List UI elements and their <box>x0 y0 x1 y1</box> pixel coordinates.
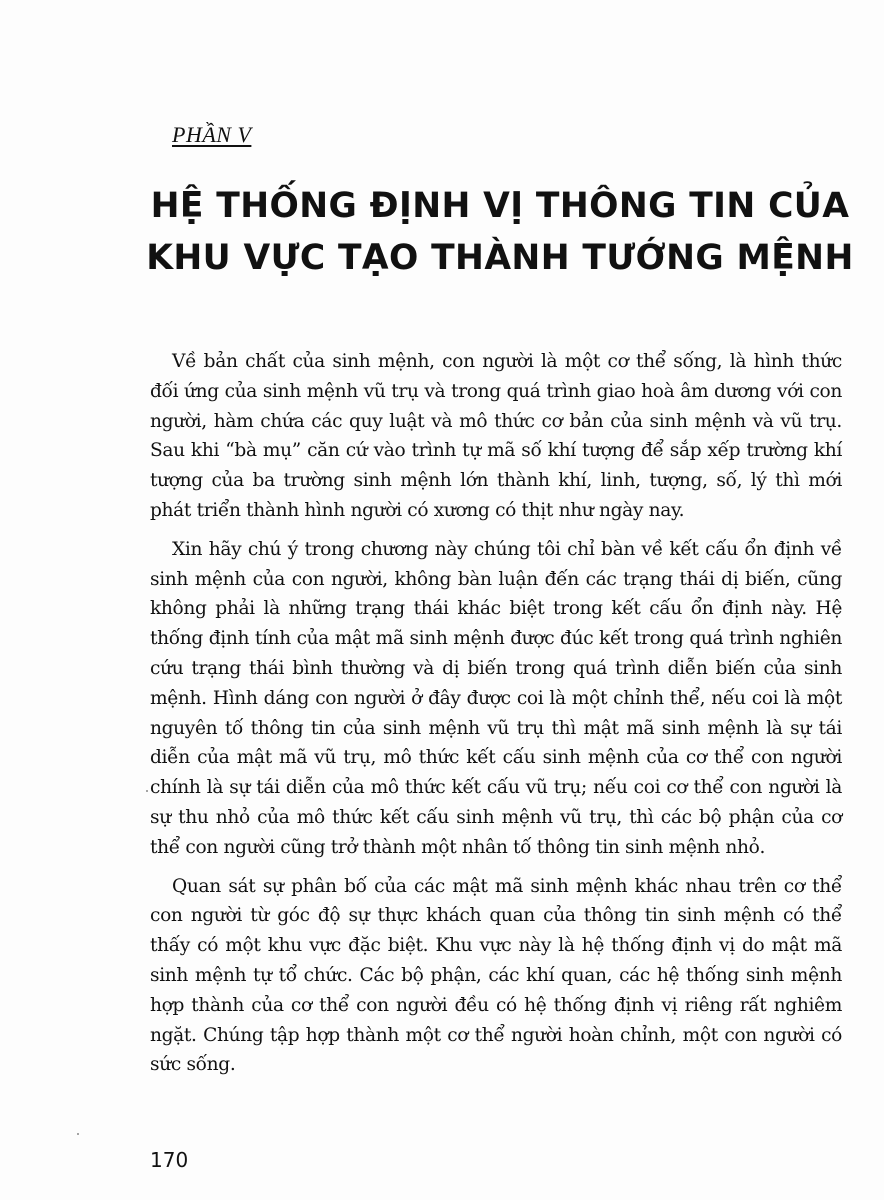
scan-speck <box>146 790 148 792</box>
chapter-title-line-2: KHU VỰC TẠO THÀNH TƯỚNG MỆNH <box>146 238 854 278</box>
body-text <box>150 347 842 1089</box>
paragraph-3: Quan sát sự phân bố của các mật mã sinh mệnh khác nhau trên cơ thể con người từ góc độ sự thực khách quan của thông tin sinh mệnh có thể thấy có một khu vực đặc biệt. Khu vực này là hệ thống định vị do mật mã sinh mệnh tự tổ chức. Các bộ phận, các khí quan, các hệ thống sinh mệnh hợp thành của cơ thể con người đều có hệ thống định vị riêng rất nghiêm ngặt. Chúng tập hợp thành một cơ thể người hoàn chỉnh, một con người có sức sống. <box>150 875 842 1076</box>
chapter-title-line-1: HỆ THỐNG ĐỊNH VỊ THÔNG TIN CỦA <box>150 186 850 226</box>
chapter-title <box>140 180 860 284</box>
paragraph-2: Xin hãy chú ý trong chương này chúng tôi chỉ bàn về kết cấu ổn định về sinh mệnh của con người, không bàn luận đến các trạng thái dị biến, cũng không phải là những trạng thái khác biệt trong kết cấu ổn định này. Hệ thống định tính của mật mã sinh mệnh được đúc kết trong quá trình nghiên cứu trạng thái bình thường và dị biến trong quá trình diễn biến của sinh mệnh. Hình dáng con người ở đây được coi là một chỉnh thể, nếu coi là một nguyên tố thông tin của sinh mệnh vũ trụ thì mật mã sinh mệnh là sự tái diễn của mật mã vũ trụ, mô thức kết cấu sinh mệnh của cơ thể con người chính là sự tái diễn của mô thức kết cấu vũ trụ; nếu coi cơ thể con người là sự thu nhỏ của mô thức kết cấu sinh mệnh vũ trụ, thì các bộ phận của cơ thể con người cũng trở thành một nhân tố thông tin sinh mệnh nhỏ. <box>150 538 842 858</box>
page-number: 170 <box>150 1148 189 1172</box>
paragraph-1: Về bản chất của sinh mệnh, con người là một cơ thể sống, là hình thức đối ứng của sinh mệnh vũ trụ và trong quá trình giao hoà âm dương với con người, hàm chứa các quy luật và mô thức cơ bản của sinh mệnh và vũ trụ. Sau khi “bà mụ” căn cứ vào trình tự mã số khí tượng để sắp xếp trường khí tượng của ba trường sinh mệnh lớn thành khí, linh, tượng, số, lý thì mới phát triển thành hình người có xương có thịt như ngày nay. <box>150 351 842 521</box>
part-label: PHẦN V <box>172 122 252 147</box>
scan-speck <box>77 1133 79 1135</box>
